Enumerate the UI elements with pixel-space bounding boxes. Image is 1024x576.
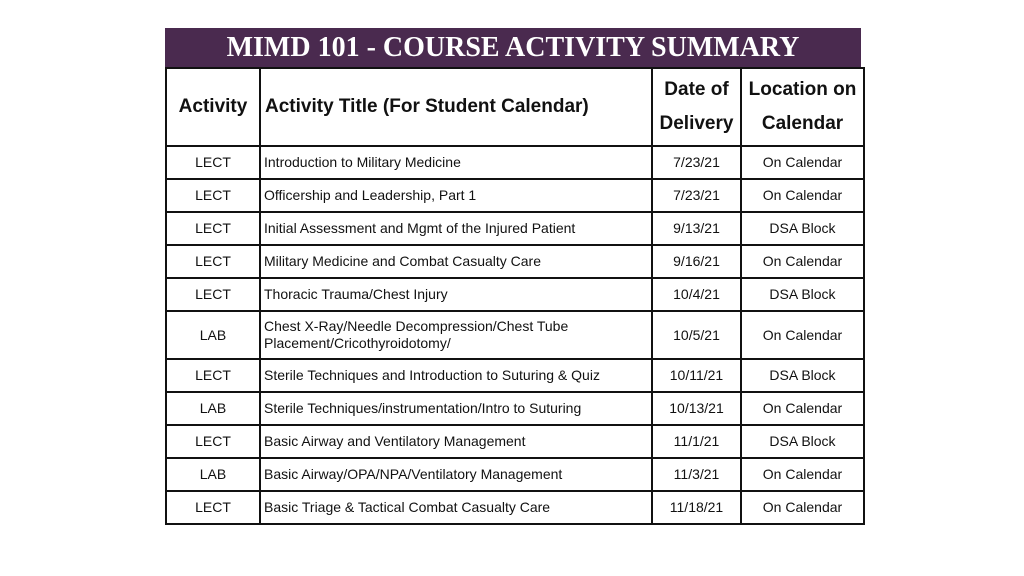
location-cell: On Calendar bbox=[741, 245, 864, 278]
course-summary-slide bbox=[165, 28, 861, 525]
course-activity-table bbox=[165, 67, 865, 525]
title-text: Initial Assessment and Mgmt of the Injured Patient bbox=[264, 220, 576, 236]
activity-cell: LECT bbox=[166, 425, 260, 458]
location-cell: On Calendar bbox=[741, 392, 864, 425]
activity-cell: LECT bbox=[166, 179, 260, 212]
date-cell: 11/18/21 bbox=[652, 491, 741, 524]
title-text: Sterile Techniques and Introduction to Suturing & Quiz bbox=[264, 367, 600, 383]
location-cell: On Calendar bbox=[741, 491, 864, 524]
location-cell: DSA Block bbox=[741, 425, 864, 458]
activity-cell: LECT bbox=[166, 359, 260, 392]
title-text: Basic Airway and Ventilatory Management bbox=[264, 433, 526, 449]
table-row bbox=[166, 425, 864, 458]
table-row bbox=[166, 146, 864, 179]
activity-cell: LECT bbox=[166, 491, 260, 524]
title-cell bbox=[260, 491, 652, 524]
column-header-title: Activity Title (For Student Calendar) bbox=[260, 68, 652, 146]
date-cell: 9/16/21 bbox=[652, 245, 741, 278]
activity-cell: LAB bbox=[166, 458, 260, 491]
title-cell bbox=[260, 212, 652, 245]
title-text: Sterile Techniques/instrumentation/Intro to Suturing bbox=[264, 400, 582, 416]
location-cell: On Calendar bbox=[741, 179, 864, 212]
activity-cell: LECT bbox=[166, 146, 260, 179]
date-cell: 10/4/21 bbox=[652, 278, 741, 311]
title-cell bbox=[260, 311, 652, 359]
location-cell: DSA Block bbox=[741, 278, 864, 311]
date-cell: 10/13/21 bbox=[652, 392, 741, 425]
table-row bbox=[166, 359, 864, 392]
date-cell: 10/11/21 bbox=[652, 359, 741, 392]
title-text: Basic Airway/OPA/NPA/Ventilatory Management bbox=[264, 466, 563, 482]
column-header-activity: Activity bbox=[166, 68, 260, 146]
location-cell: On Calendar bbox=[741, 458, 864, 491]
table-row bbox=[166, 278, 864, 311]
title-cell bbox=[260, 458, 652, 491]
table-row bbox=[166, 212, 864, 245]
date-cell: 11/1/21 bbox=[652, 425, 741, 458]
date-cell: 7/23/21 bbox=[652, 146, 741, 179]
title-cell bbox=[260, 146, 652, 179]
title-text: Military Medicine and Combat Casualty Care bbox=[264, 253, 541, 269]
table-row bbox=[166, 491, 864, 524]
table-header-row bbox=[166, 68, 864, 146]
title-cell bbox=[260, 278, 652, 311]
title-text: Chest X-Ray/Needle Decompression/Chest Tube Placement/Cricothyroidotomy/ bbox=[264, 318, 569, 351]
title-text: Officership and Leadership, Part 1 bbox=[264, 187, 477, 203]
table-body bbox=[166, 146, 864, 524]
title-text: Thoracic Trauma/Chest Injury bbox=[264, 286, 448, 302]
activity-cell: LECT bbox=[166, 245, 260, 278]
title-cell bbox=[260, 425, 652, 458]
location-cell: On Calendar bbox=[741, 146, 864, 179]
page-title: MIMD 101 - COURSE ACTIVITY SUMMARY bbox=[165, 28, 861, 67]
title-cell bbox=[260, 179, 652, 212]
activity-cell: LAB bbox=[166, 392, 260, 425]
date-cell: 11/3/21 bbox=[652, 458, 741, 491]
table-row bbox=[166, 392, 864, 425]
table-row bbox=[166, 245, 864, 278]
column-header-date: Date of Delivery bbox=[652, 68, 741, 146]
title-text: Introduction to Military Medicine bbox=[264, 154, 461, 170]
title-text: Basic Triage & Tactical Combat Casualty Care bbox=[264, 499, 551, 515]
activity-cell: LECT bbox=[166, 278, 260, 311]
table-row bbox=[166, 311, 864, 359]
location-cell: DSA Block bbox=[741, 212, 864, 245]
table-row bbox=[166, 458, 864, 491]
title-cell bbox=[260, 245, 652, 278]
column-header-location: Location on Calendar bbox=[741, 68, 864, 146]
date-cell: 7/23/21 bbox=[652, 179, 741, 212]
activity-cell: LECT bbox=[166, 212, 260, 245]
date-cell: 10/5/21 bbox=[652, 311, 741, 359]
date-cell: 9/13/21 bbox=[652, 212, 741, 245]
title-cell bbox=[260, 392, 652, 425]
title-cell bbox=[260, 359, 652, 392]
activity-cell: LAB bbox=[166, 311, 260, 359]
location-cell: On Calendar bbox=[741, 311, 864, 359]
table-row bbox=[166, 179, 864, 212]
location-cell: DSA Block bbox=[741, 359, 864, 392]
